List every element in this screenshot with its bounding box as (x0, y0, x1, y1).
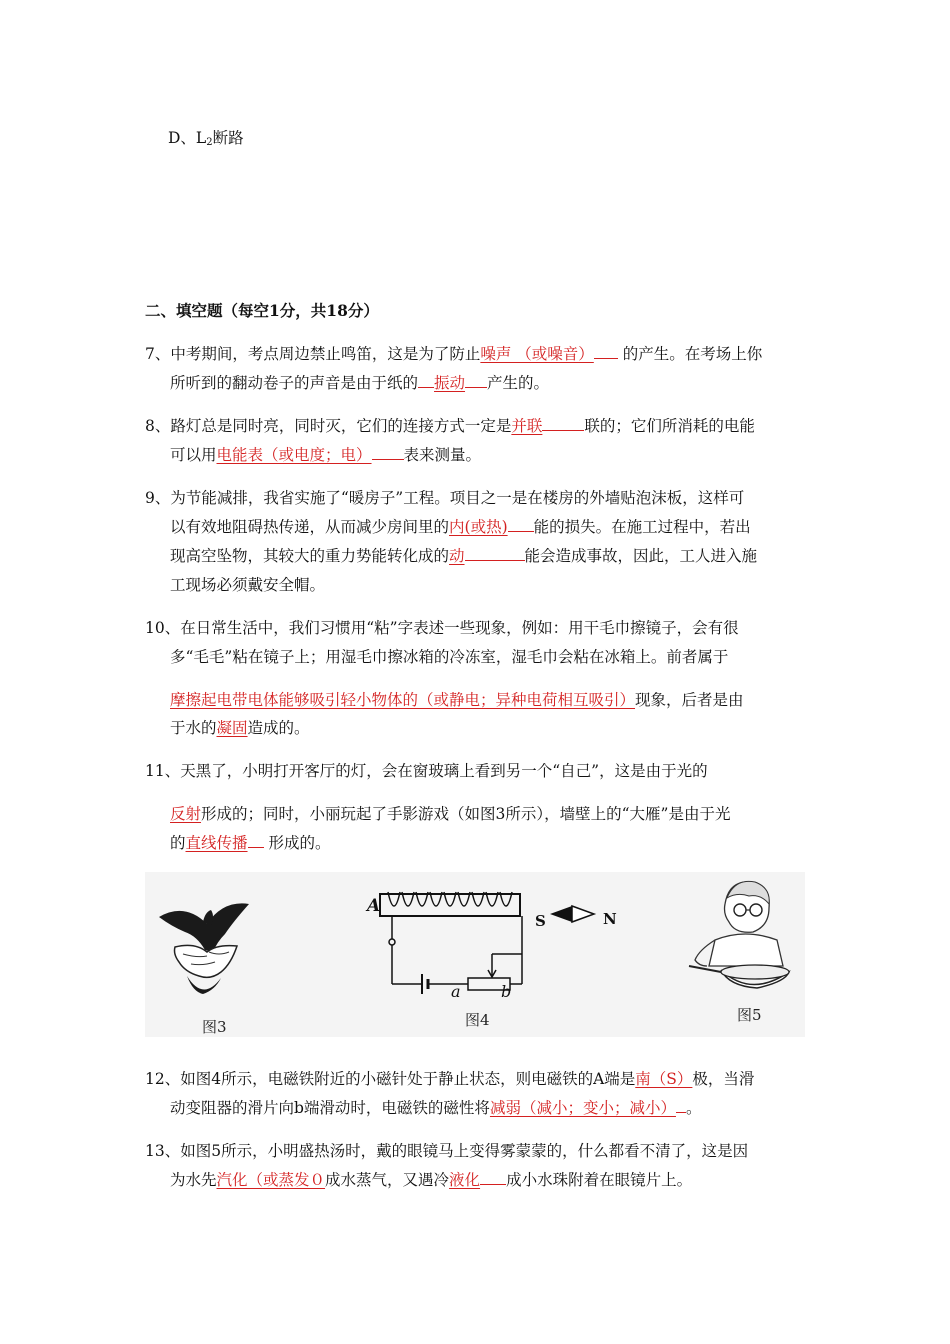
q12-blank-tail (676, 1098, 686, 1113)
q13-text: 为水先 (170, 1171, 217, 1189)
q8-text: 8、路灯总是同时亮，同时灭，它们的连接方式一定是 (145, 417, 512, 435)
q8-blank-tail (372, 445, 404, 460)
q10-line3 (170, 690, 744, 710)
q13-answer-1: 汽化（或蒸发０ (216, 1171, 326, 1189)
q9-blank-tail (508, 517, 534, 532)
q12-text: 动变阻器的滑片向b端滑动时，电磁铁的磁性将 (170, 1099, 490, 1117)
q7-line1 (145, 344, 762, 364)
q7-text: 产生的。 (487, 374, 550, 392)
figure4-label-n: N (603, 910, 617, 928)
q7-line2 (170, 373, 549, 393)
q9-line3 (170, 546, 757, 566)
q13-answer-2: 液化 (449, 1171, 481, 1189)
q9-line2 (170, 517, 751, 537)
q9-text: 能会造成事故，因此，工人进入施 (524, 547, 758, 565)
q10-text: 造成的。 (247, 719, 310, 737)
q9-line4: 工现场必须戴安全帽。 (170, 576, 326, 594)
figure4-label-b: b (501, 982, 512, 1001)
q9-answer-2: 动 (449, 547, 465, 565)
q7-blank-lead (418, 373, 434, 388)
q11-answer-2: 直线传播 (185, 834, 248, 852)
q12-text: 极，当滑 (692, 1070, 755, 1088)
q10-line4 (170, 718, 310, 738)
q8-text: 联的；它们所消耗的电能 (584, 417, 755, 435)
q13-line2 (170, 1170, 692, 1190)
q7-text: 所听到的翻动卷子的声音是由于纸的 (170, 374, 419, 392)
q10-text: 现象，后者是由 (635, 691, 744, 709)
q9-text: 能的损失。在施工过程中，若出 (533, 518, 751, 536)
option-d-subscript: 2 (206, 137, 213, 148)
q10-line1: 10、在日常生活中，我们习惯用“粘”字表述一些现象，例如：用干毛巾擦镜子，会有很 (145, 619, 739, 637)
option-d-prefix: D、L (168, 129, 207, 147)
figure3-caption: 图3 (202, 1018, 227, 1036)
q10-line2: 多“毛毛”粘在镜子上；用湿毛巾擦冰箱的冷冻室，湿毛巾会粘在冰箱上。前者属于 (170, 648, 729, 666)
q13-text: 成小水珠附着在眼镜片上。 (506, 1171, 693, 1189)
q9-answer-1: 内(或热) (449, 518, 508, 536)
q13-blank-tail (480, 1170, 506, 1185)
q12-text: 12、如图4所示，电磁铁附近的小磁针处于静止状态，则电磁铁的A端是 (145, 1070, 636, 1088)
q10-answer-2: 凝固 (216, 719, 248, 737)
q11-text: 形成的。 (263, 834, 331, 852)
figure4-label-a: a (451, 982, 461, 1001)
figures-strip (145, 872, 805, 1037)
q9-blank-tail (465, 546, 525, 561)
figure5-boy-with-soup-image (685, 874, 803, 1009)
q12-line2 (170, 1098, 701, 1118)
q11-blank-tail (248, 833, 264, 848)
q7-blank-tail (594, 344, 618, 359)
q9-line1: 9、为节能减排，我省实施了“暖房子”工程。项目之一是在楼房的外墙贴泡沫板，这样可 (145, 489, 745, 507)
q13-line1: 13、如图5所示，小明盛热汤时，戴的眼镜马上变得雾蒙蒙的，什么都看不清了，这是因 (145, 1142, 749, 1160)
q11-line2 (170, 804, 730, 824)
option-d-suffix: 断路 (212, 129, 244, 147)
q8-text: 可以用 (170, 446, 217, 464)
q8-answer-2: 电能表（或电度；电） (216, 446, 372, 464)
q12-answer-1: 南（S） (635, 1070, 693, 1088)
q8-answer-1: 并联 (511, 417, 543, 435)
figure4-circuit-diagram (360, 884, 610, 1004)
option-d (168, 128, 244, 153)
figure4-label-s: S (535, 912, 546, 930)
q9-text: 以有效地阻碍热传递，从而减少房间里的 (170, 518, 450, 536)
q8-blank-tail (542, 416, 584, 431)
q7-blank-tail (465, 373, 487, 388)
q7-text: 的产生。在考场上你 (617, 345, 763, 363)
q7-answer-1: 噪声 （或噪音） (480, 345, 594, 363)
q11-answer-1: 反射 (170, 805, 202, 823)
q9-text: 现高空坠物，其较大的重力势能转化成的 (170, 547, 450, 565)
q7-text: 7、中考期间，考点周边禁止鸣笛，这是为了防止 (145, 345, 481, 363)
q8-line2 (170, 445, 481, 465)
q11-line1: 11、天黑了，小明打开客厅的灯，会在窗玻璃上看到另一个“自己”，这是由于光的 (145, 762, 708, 780)
figure5-caption: 图5 (737, 1006, 762, 1024)
figure3-hand-shadow-image (145, 872, 255, 1037)
figure4-label-a-end: A (367, 896, 381, 916)
q13-text: 成水蒸气，又遇冷 (325, 1171, 450, 1189)
q11-text: 的 (170, 834, 186, 852)
q8-text: 表来测量。 (403, 446, 482, 464)
q7-answer-2: 振动 (434, 374, 466, 392)
section-heading: 二、填空题（每空1分，共18分） (145, 301, 379, 320)
q12-answer-2: 减弱（减小；变小；减小） (489, 1099, 676, 1117)
q12-line1 (145, 1069, 754, 1089)
q11-line3 (170, 833, 330, 853)
q8-line1 (145, 416, 755, 436)
q12-text: 。 (685, 1099, 702, 1117)
q11-text: 形成的；同时，小丽玩起了手影游戏（如图3所示），墙壁上的“大雁”是由于光 (201, 805, 731, 823)
figure4-caption: 图4 (465, 1011, 490, 1029)
q10-text: 于水的 (170, 719, 217, 737)
q10-answer-1: 摩擦起电带电体能够吸引轻小物体的（或静电；异种电荷相互吸引） (170, 691, 636, 709)
